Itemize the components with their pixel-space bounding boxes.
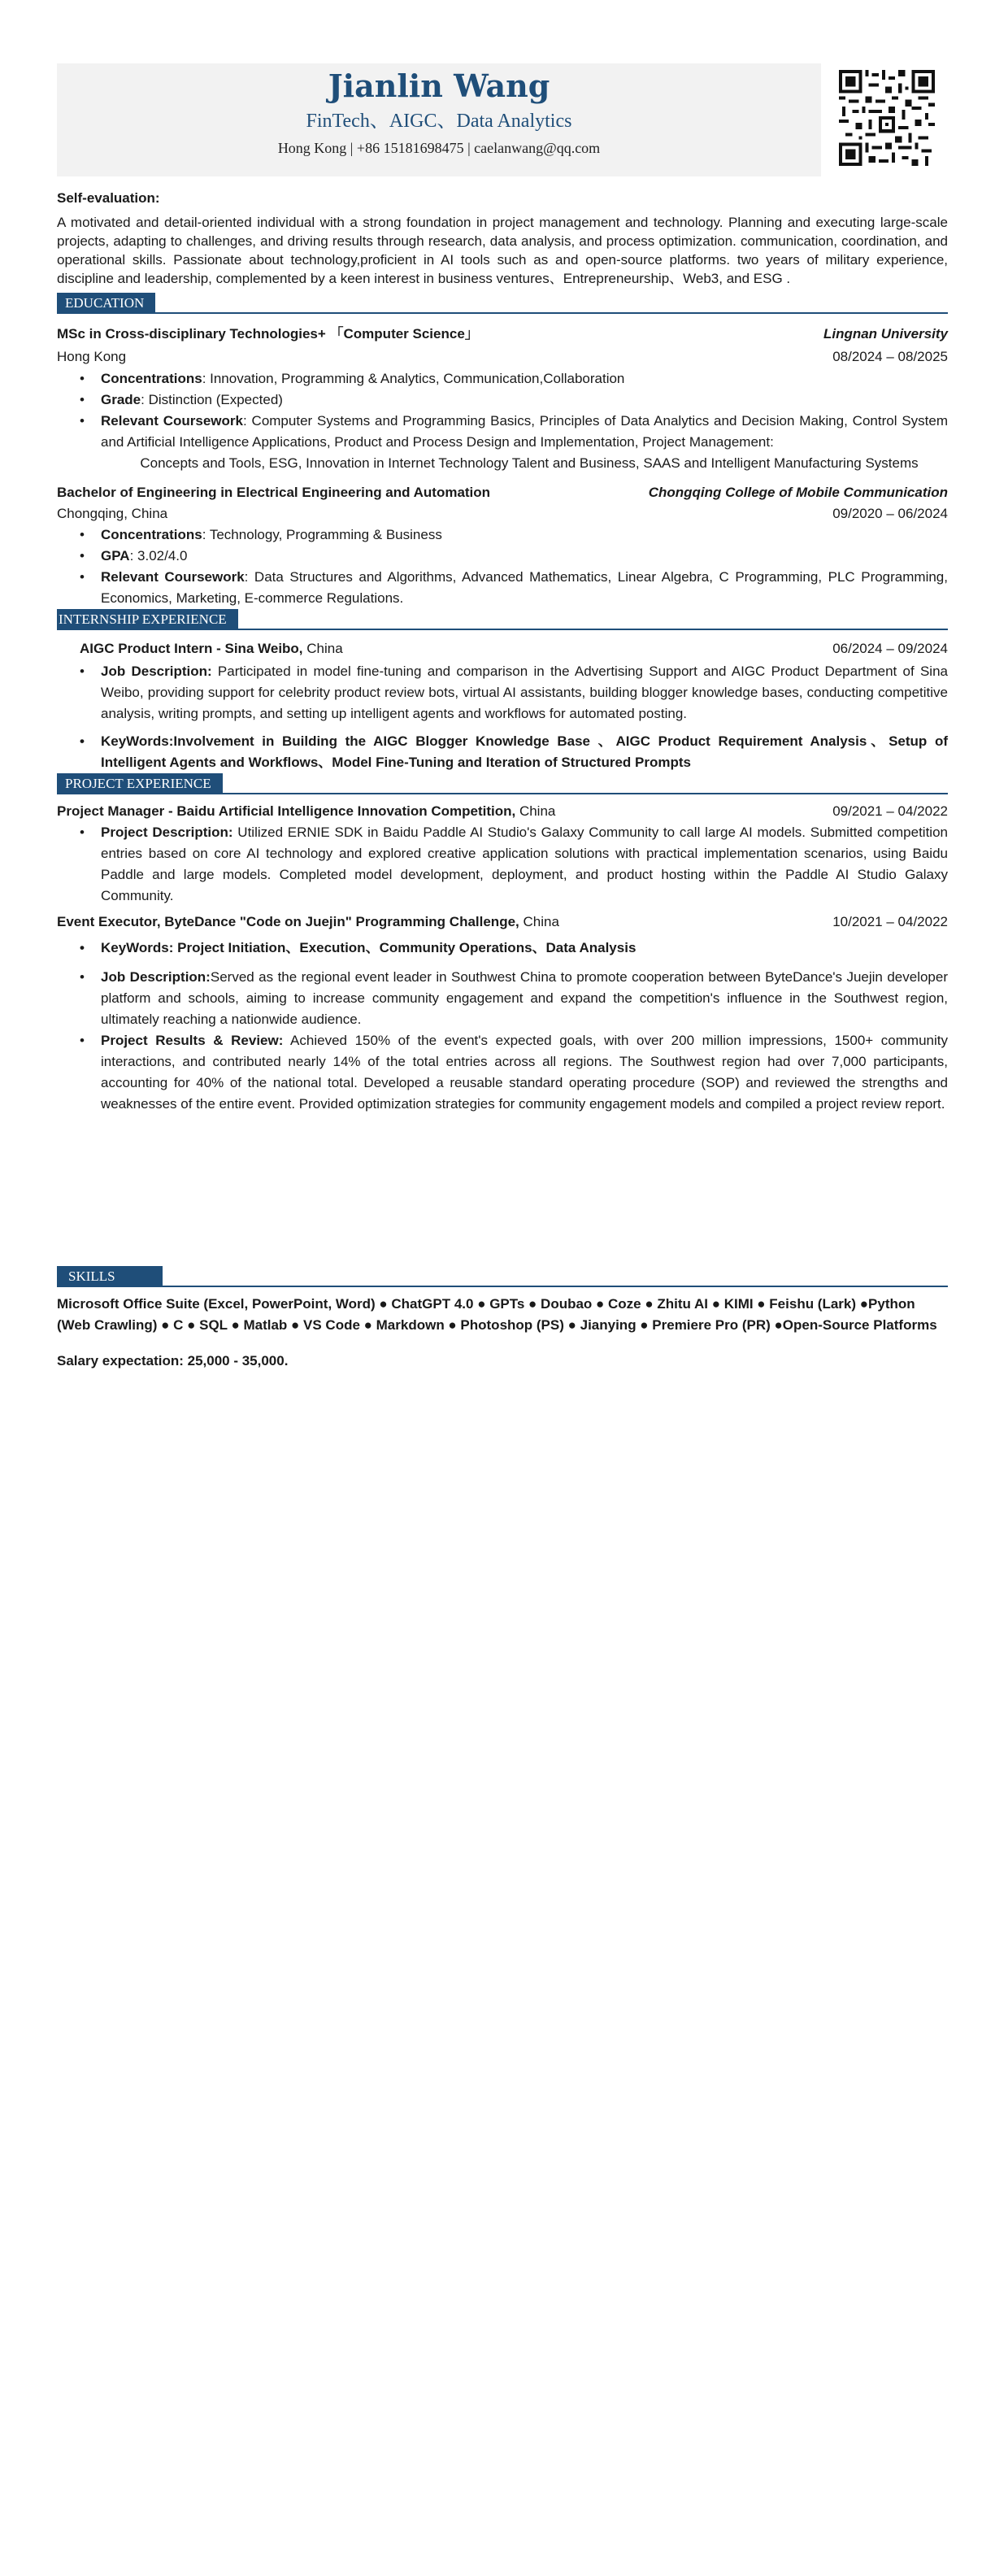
list-item: • Concentrations: Technology, Programming & Business [101,524,948,546]
contact-line: Hong Kong | +86 15181698475 | caelanwang@qq.com [277,140,601,156]
location: Chongqing, China [57,506,168,521]
skills-list: Microsoft Office Suite (Excel, PowerPoint, Word) ● ChatGPT 4.0 ● GPTs ● Doubao ● Coze ● Zhitu AI ● KIMI ● Feishu (Lark) ●Python (Web Crawling) ● C ● SQL ● Matlab ● VS Code ● Markdown ● Photoshop (PS) ● Jianying ● Premiere Pro (PR) ●Open-Source Platforms [57,1296,937,1333]
qr-code-icon [839,70,935,166]
skills-section-label: SKILLS [57,1266,163,1286]
salary-expectation: Salary expectation: 25,000 - 35,000. [57,1353,289,1368]
coursework-extra: Concepts and Tools, ESG, Innovation in Internet Technology Talent and Business, SAAS and Intelligent Manufacturing Systems [140,455,919,471]
project-entry-bytedance [57,912,948,1115]
project-title: Project Manager - Baidu Artificial Intelligence Innovation Competition, [57,803,516,819]
project-keywords: • KeyWords: Project Initiation、Execution、Community Operations、Data Analysis [101,938,948,959]
list-item: • Job Description: Participated in model fine-tuning and comparison in the Advertising Support and AIGC Product Department of Sina Weibo, providing support for celebrity product review bots, virtual AI assistants, building blogger knowledge bases, conducting competitive analysis, writing prompts, and setting up intelligent agents and workflows for automated posting. [101,661,948,724]
candidate-name: Jianlin Wang [328,67,550,104]
self-evaluation-title: Self-evaluation: [57,190,160,206]
dates: 10/2021 – 04/2022 [832,914,948,929]
skills-section-header [57,1266,948,1287]
self-evaluation-text: A motivated and detail-oriented individual with a strong foundation in project management and technology. Planning and executing large-scale projects, adapting to challenges, and driving results through research, data analysis, and process optimization. communication, coordination, and operational skills. Passionate about technology,proficient in AI tools such as and open-source platforms. two years of military experience, discipline and leadership, complemented by a keen interest in business ventures、Entrepreneurship、Web3, and ESG . [57,215,948,286]
list-item: • Project Description: Utilized ERNIE SDK in Baidu Paddle AI Studio's Galaxy Community to call large AI models. Submitted competition entries based on core AI technology and explored creative application solutions with practical implementation scenarios, using Baidu Paddle and large models. Completed model development, deployment, and product hosting within the Paddle AI Studio Galaxy Community. [101,822,948,907]
header [57,63,948,177]
tagline: FinTech、AIGC、Data Analytics [306,111,572,132]
internship-keywords: • KeyWords:Involvement in Building the AIGC Blogger Knowledge Base 、AIGC Product Requirement Analysis、Setup of Intelligent Agents and Workflows、Model Fine-Tuning and Iteration of Structured Prompts [101,731,948,773]
education-entry-msc [57,324,948,474]
project-entry-baidu [57,801,948,907]
degree: MSc in Cross-disciplinary Technologies+ 「Computer Science」 [57,326,479,342]
dates: 06/2024 – 09/2024 [832,641,948,656]
education-entry-bachelor [57,482,948,609]
school: Chongqing College of Mobile Communication [648,485,948,500]
internship-title: AIGC Product Intern - Sina Weibo, [80,641,303,656]
resume-page [57,63,948,1372]
project-section-label: PROJECT EXPERIENCE [57,773,223,794]
project-location: China [519,914,559,929]
list-item: • Relevant Coursework: Computer Systems and Programming Basics, Principles of Data Analytics and Decision Making, Control System and Artificial Intelligence Applications, Product and Process Design and Implementation, Project Management: [101,411,948,453]
school: Lingnan University [823,326,948,342]
project-location: China [515,803,556,819]
education-section-label: EDUCATION [57,293,155,313]
list-item: • Job Description:Served as the regional event leader in Southwest China to promote cooperation between ByteDance's Juejin developer platform and schools, aiming to increase community engagement and expand the competition's influence in the Southwest region, ultimately reaching a nationwide audience. [101,967,948,1030]
list-item: • GPA: 3.02/4.0 [101,546,948,567]
location: Hong Kong [57,349,127,364]
internship-section-header [57,609,948,630]
project-title: Event Executor, ByteDance "Code on Juejin" Programming Challenge, [57,914,519,929]
degree: Bachelor of Engineering in Electrical Engineering and Automation [57,485,491,500]
internship-section-label: INTERNSHIP EXPERIENCE [57,609,238,629]
education-section-header [57,293,948,314]
dates: 09/2020 – 06/2024 [832,506,948,521]
list-item: • Concentrations: Innovation, Programming & Analytics, Communication,Collaboration [101,368,948,389]
dates: 08/2024 – 08/2025 [832,349,948,364]
header-box [57,63,821,176]
dates: 09/2021 – 04/2022 [832,803,948,819]
list-item: • Project Results & Review: Achieved 150% of the event's expected goals, with over 200 million impressions, 1500+ community interactions, and contributed nearly 14% of the total entries across all regions. The Southwest region had over 7,000 participants, accounting for 40% of the national total. Developed a reusable standard operating procedure (SOP) and reviewed the strengths and weaknesses of the entire event. Provided optimization strategies for community engagement models and compiled a project review report. [101,1030,948,1115]
list-item: • Grade: Distinction (Expected) [101,389,948,411]
list-item: • Relevant Coursework: Data Structures and Algorithms, Advanced Mathematics, Linear Algebra, C Programming, PLC Programming, Economics, Marketing, E-commerce Regulations. [101,567,948,609]
internship-entry [57,638,948,773]
project-section-header [57,773,948,794]
internship-location: China [302,641,343,656]
